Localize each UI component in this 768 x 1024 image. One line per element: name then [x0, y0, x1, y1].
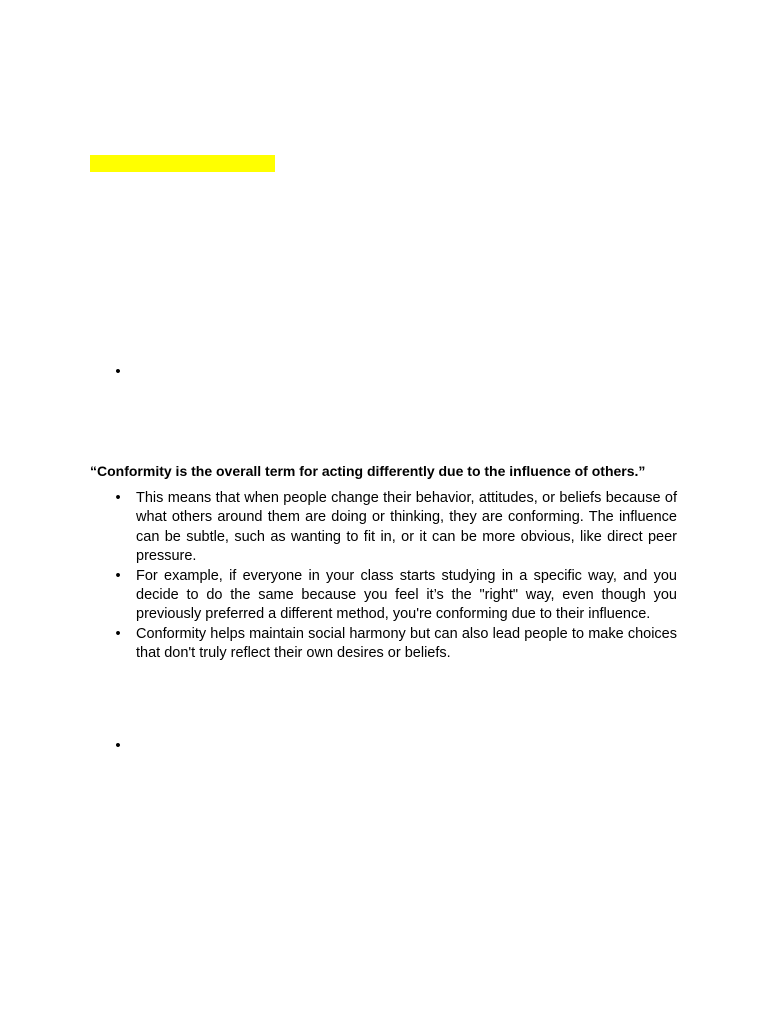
explanation-list: [90, 489, 677, 664]
empty-bullet-top: •: [115, 363, 121, 380]
list-item-text: For example, if everyone in your class starts studying in a specific way, and you decide to do the same because you feel it’s the "right" way, even though you previously preferred a different method, you're conforming due to their influence.: [136, 567, 677, 623]
list-item: [90, 625, 677, 664]
bullet-dot: •: [115, 567, 121, 584]
list-item: [90, 567, 677, 625]
yellow-highlight-bar: [90, 155, 275, 172]
empty-bullet-bottom: •: [115, 737, 121, 754]
bullet-dot: •: [115, 490, 121, 506]
list-item-text: Conformity helps maintain social harmony but can also lead people to make choices that don't truly reflect their own desires or beliefs.: [136, 625, 677, 662]
list-item: [90, 489, 677, 567]
list-item-text: This means that when people change their behavior, attitudes, or beliefs because of what others around them are doing or thinking, they are conforming. The influence can be subtle, such as wanting to fit in, or it can be more obvious, like direct peer pressure.: [136, 490, 677, 565]
definition-quote: “Conformity is the overall term for acting differently due to the influence of others.”: [90, 463, 646, 479]
bullet-dot: •: [115, 625, 121, 642]
